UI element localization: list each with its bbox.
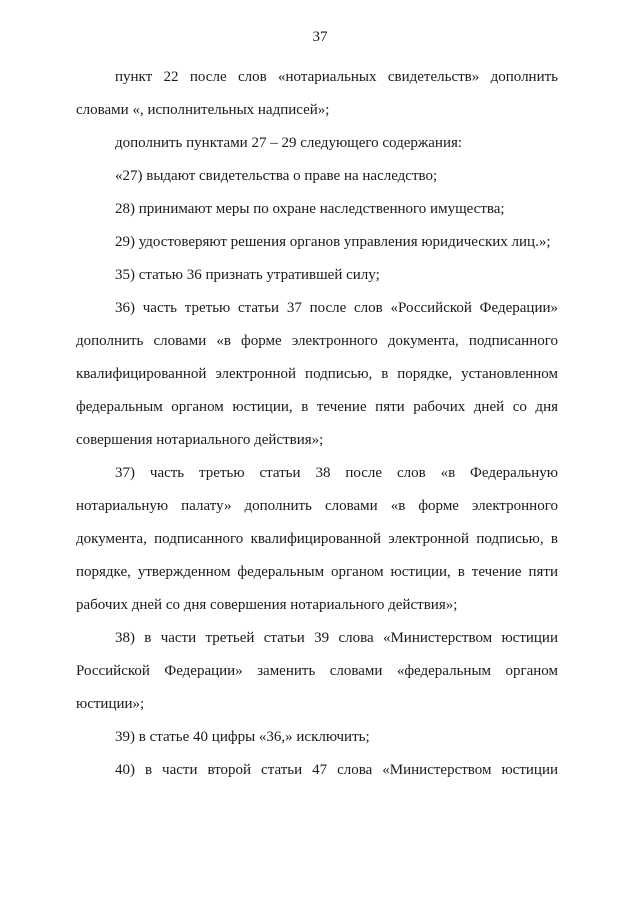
document-body-5 [76,226,558,259]
document-body [76,61,558,127]
paragraph-8: 37) часть третью статьи 38 после слов «в Федеральную нотариальную палату» дополнить словами «в форме электронного документа, подписанного квалифицированной электронной подписью, в порядке, утвержденном федеральным органом юстиции, в течение пяти рабочих дней со дня совершения нотариального действия»; [76,465,558,613]
paragraph-10: 39) в статье 40 цифры «36,» исключить; [115,729,370,745]
paragraph-9: 38) в части третьей статьи 39 слова «Министерством юстиции Российской Федерации» заменить словами «федеральным органом юстиции»; [76,630,558,712]
document-body-7 [76,292,558,457]
document-body-4 [76,193,558,226]
paragraph-2: дополнить пунктами 27 – 29 следующего содержания: [115,135,463,151]
paragraph-3: «27) выдают свидетельства о праве на наследство; [115,168,438,184]
paragraph-6: 35) статью 36 признать утратившей силу; [115,267,380,283]
page-number: 37 [312,29,328,45]
document-body-2 [76,127,558,160]
document-body-11 [76,754,558,787]
paragraph-4: 28) принимают меры по охране наследственного имущества; [115,201,505,217]
document-body-6 [76,259,558,292]
paragraph-7: 36) часть третью статьи 37 после слов «Российской Федерации» дополнить словами «в форме электронного документа, подписанного квалифицированной электронной подписью, в порядке, установленном федеральным органом юстиции, в течение пяти рабочих дней со дня совершения нотариального действия»; [76,300,558,448]
document-body-3 [76,160,558,193]
document-body-10 [76,721,558,754]
document-body-8 [76,457,558,622]
paragraph-5: 29) удостоверяют решения органов управления юридических лиц.»; [115,234,551,250]
document-body-9 [76,622,558,721]
paragraph-11: 40) в части второй статьи 47 слова «Министерством юстиции [115,762,558,778]
paragraph-1: пункт 22 после слов «нотариальных свидетельств» дополнить словами «, исполнительных надписей»; [76,69,558,118]
